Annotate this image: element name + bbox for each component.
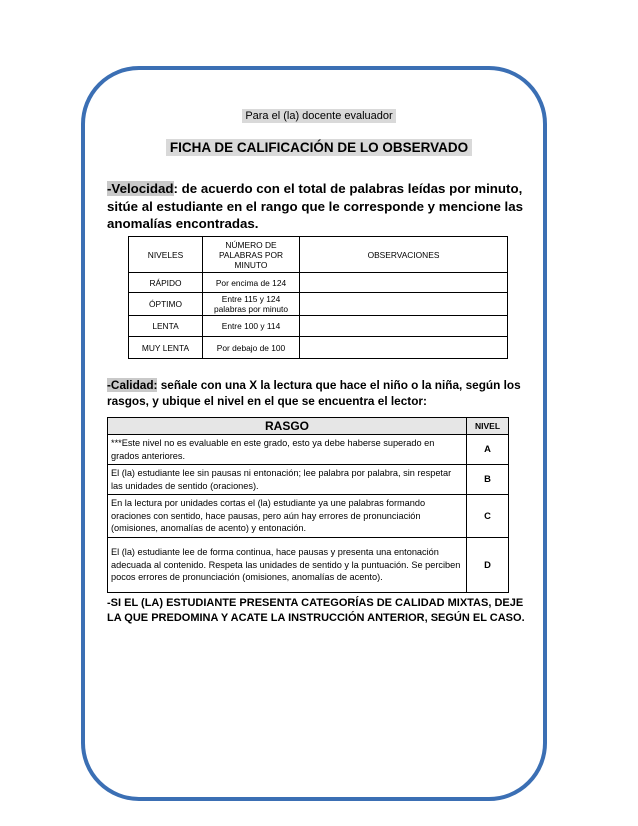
level-cell: LENTA xyxy=(129,316,203,337)
words-cell: Por encima de 124 xyxy=(203,273,300,293)
observation-cell[interactable] xyxy=(300,337,508,359)
table-row xyxy=(108,435,509,465)
table-row xyxy=(129,337,508,359)
level-cell: RÁPIDO xyxy=(129,273,203,293)
nivel-cell[interactable]: D xyxy=(467,538,509,593)
rasgo-cell: ***Este nivel no es evaluable en este grado, esto ya debe haberse superado en grados anteriores. xyxy=(108,435,467,465)
table-row xyxy=(129,293,508,316)
rasgo-cell: El (la) estudiante lee de forma continua, hace pausas y presenta una entonación adecuada al contenido. Respeta las unidades de sentido y la puntuación. Se perciben pocos errores de pronunciación (omisiones, anomalías de acento). xyxy=(108,538,467,593)
table-row xyxy=(129,316,508,337)
velocidad-text: : de acuerdo con el total de palabras leídas por minuto, sitúe al estudiante en el rango que le corresponde y mencione las anomalías encontradas. xyxy=(107,181,524,231)
calidad-label: -Calidad: xyxy=(107,378,158,392)
header-nivel: NIVEL xyxy=(467,418,509,435)
page-title: FICHA DE CALIFICACIÓN DE LO OBSERVADO xyxy=(0,140,638,155)
velocidad-instructions xyxy=(107,180,539,233)
calidad-instructions xyxy=(107,377,539,409)
observation-cell[interactable] xyxy=(300,316,508,337)
table-row xyxy=(129,273,508,293)
table-row xyxy=(108,495,509,538)
nivel-cell[interactable]: B xyxy=(467,465,509,495)
table-row xyxy=(108,538,509,593)
words-cell: Por debajo de 100 xyxy=(203,337,300,359)
mixed-categories-note: -SI EL (LA) ESTUDIANTE PRESENTA CATEGORÍAS DE CALIDAD MIXTAS, DEJE LA QUE PREDOMINA Y ACATE LA INSTRUCCIÓN ANTERIOR, SEGÚN EL CASO. xyxy=(107,597,525,624)
table-row xyxy=(108,465,509,495)
header-observaciones: OBSERVACIONES xyxy=(300,237,508,273)
quality-table-header xyxy=(108,418,509,435)
header-rasgo: RASGO xyxy=(108,418,467,435)
observation-cell[interactable] xyxy=(300,293,508,316)
nivel-cell[interactable]: A xyxy=(467,435,509,465)
rasgo-cell: El (la) estudiante lee sin pausas ni entonación; lee palabra por palabra, sin respetar las unidades de sentido (oraciones). xyxy=(108,465,467,495)
audience-label: Para el (la) docente evaluador xyxy=(0,110,638,122)
header-niveles: NIVELES xyxy=(129,237,203,273)
velocidad-label: -Velocidad xyxy=(107,181,174,196)
header-palabras: NÚMERO DE PALABRAS POR MINUTO xyxy=(203,237,300,273)
level-cell: MUY LENTA xyxy=(129,337,203,359)
observation-cell[interactable] xyxy=(300,273,508,293)
speed-table xyxy=(128,236,508,359)
calidad-text: señale con una X la lectura que hace el niño o la niña, según los rasgos, y ubique el nivel en el que se encuentra el lector: xyxy=(107,378,521,408)
speed-table-header xyxy=(129,237,508,273)
level-cell: ÓPTIMO xyxy=(129,293,203,316)
rasgo-cell: En la lectura por unidades cortas el (la) estudiante ya une palabras formando oraciones con sentido, hace pausas, pero aún hay errores de pronunciación (omisiones, anomalías de acento) y entonación. xyxy=(108,495,467,538)
words-cell: Entre 100 y 114 xyxy=(203,316,300,337)
words-cell: Entre 115 y 124 palabras por minuto xyxy=(203,293,300,316)
quality-table xyxy=(107,417,509,593)
nivel-cell[interactable]: C xyxy=(467,495,509,538)
